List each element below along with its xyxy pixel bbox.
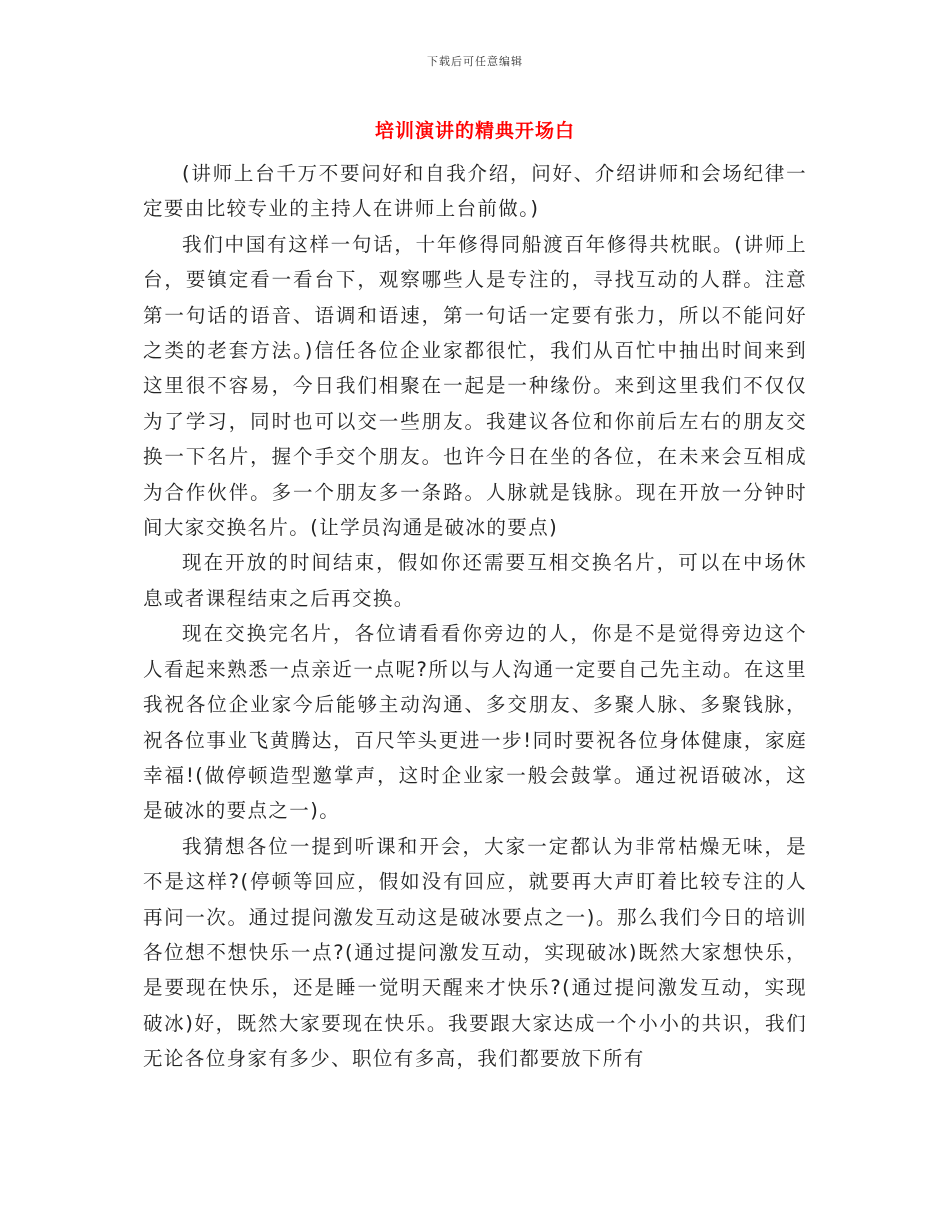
document-body: [143, 156, 807, 1077]
paragraph-4: 现在交换完名片，各位请看看你旁边的人，你是不是觉得旁边这个人看起来熟悉一点亲近一点呢?所以与人沟通一定要自己先主动。在这里我祝各位企业家今后能够主动沟通、多交朋友、多聚人脉、多聚钱脉，祝各位事业飞黄腾达，百尺竿头更进一步!同时要祝各位身体健康，家庭幸福!(做停顿造型邀掌声，这时企业家一般会鼓掌。通过祝语破冰，这是破冰的要点之一)。: [143, 622, 807, 823]
header-note: 下载后可任意编辑: [427, 55, 523, 68]
paragraph-1: (讲师上台千万不要问好和自我介绍，问好、介绍讲师和会场纪律一定要由比较专业的主持人在讲师上台前做。): [143, 162, 807, 221]
document-title: 培训演讲的精典开场白: [374, 120, 575, 142]
paragraph-5: 我猜想各位一提到听课和开会，大家一定都认为非常枯燥无味，是不是这样?(停顿等回应，假如没有回应，就要再大声盯着比较专注的人再问一次。通过提问激发互动这是破冰要点之一)。那么我们今日的培训各位想不想快乐一点?(通过提问激发互动，实现破冰)既然大家想快乐，是要现在快乐，还是睡一觉明天醒来才快乐?(通过提问激发互动，实现破冰)好，既然大家要现在快乐。我要跟大家达成一个小小的共识，我们无论各位身家有多少、职位有多高，我们都要放下所有: [143, 834, 807, 1071]
paragraph-3: 现在开放的时间结束，假如你还需要互相交换名片，可以在中场休息或者课程结束之后再交换。: [143, 551, 807, 610]
paragraph-2: 我们中国有这样一句话，十年修得同船渡百年修得共枕眠。(讲师上台，要镇定看一看台下，观察哪些人是专注的，寻找互动的人群。注意第一句话的语音、语调和语速，第一句话一定要有张力，所以不能问好之类的老套方法。)信任各位企业家都很忙，我们从百忙中抽出时间来到这里很不容易，今日我们相聚在一起是一种缘份。来到这里我们不仅仅为了学习，同时也可以交一些朋友。我建议各位和你前后左右的朋友交换一下名片，握个手交个朋友。也许今日在坐的各位，在未来会互相成为合作伙伴。多一个朋友多一条路。人脉就是钱脉。现在开放一分钟时间大家交换名片。(让学员沟通是破冰的要点): [143, 232, 807, 540]
